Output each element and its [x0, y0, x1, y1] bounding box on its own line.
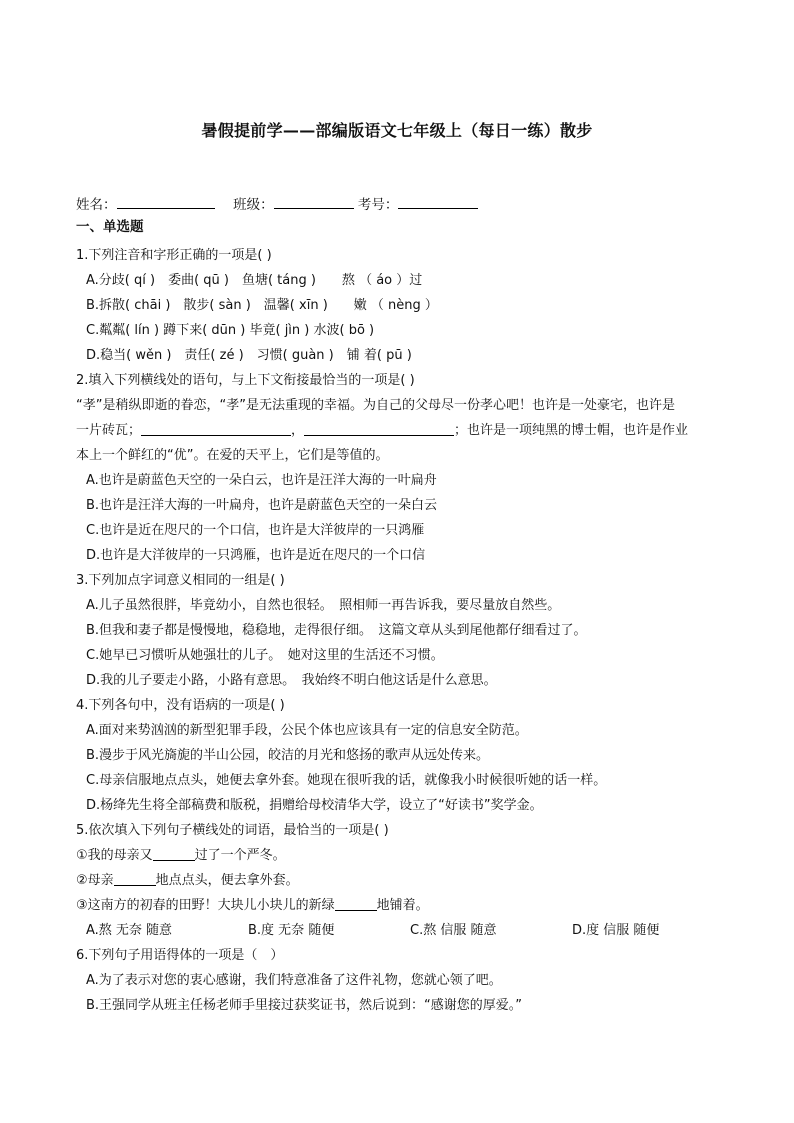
page-title: 暑假提前学——部编版语文七年级上（每日一练）散步 [201, 121, 593, 140]
student-info-line [76, 193, 478, 213]
id-label: 考号： [357, 197, 399, 213]
question-1-option-a[interactable]: A.分歧( qí ) 委曲( qū ) 鱼塘( táng ) 熬 （ áo ）过 [86, 273, 423, 288]
question-3-option-a[interactable]: A.儿子虽然很胖，毕竟幼小，自然也很轻。 照相师一再告诉我，要尽量放自然些。 [86, 598, 561, 613]
name-blank[interactable] [117, 207, 215, 209]
question-5-option-d[interactable]: D.度 信服 随便 [572, 923, 660, 938]
question-4-stem: 4.下列各句中，没有语病的一项是( ) [76, 698, 285, 713]
passage-blank-2[interactable] [304, 421, 454, 436]
questions [76, 243, 726, 1018]
class-label: 班级： [233, 197, 274, 213]
question-4-option-c[interactable]: C.母亲信服地点点头，她便去拿外套。她现在很听我的话，就像我小时候很听她的话一样。 [86, 773, 607, 788]
question-5-option-b[interactable]: B.度 无奈 随便 [248, 923, 335, 938]
question-1-option-d[interactable]: D.稳当( wěn ) 责任( zé ) 习惯( guàn ) 铺 着( pū ) [86, 348, 412, 363]
passage-blank-1[interactable] [141, 421, 291, 436]
sentence-text: ②母亲 [76, 873, 114, 888]
question-2-option-b[interactable]: B.也许是汪洋大海的一叶扁舟，也许是蔚蓝色天空的一朵白云 [86, 498, 438, 513]
passage-text: ；也许是一项纯黑的博士帽，也许是作业 [454, 423, 689, 438]
sentence-text: ③这南方的初春的田野！大块儿小块儿的新绿 [76, 898, 335, 913]
question-2-passage-line-2 [76, 418, 726, 443]
question-2-option-c[interactable]: C.也许是近在咫尺的一个口信，也许是大洋彼岸的一只鸿雁 [86, 523, 425, 538]
question-1-option-b[interactable]: B.拆散( chāi ) 散步( sàn ) 温馨( xīn ) 嫩 （ nèng ） [86, 298, 438, 313]
question-4-option-a[interactable]: A.面对来势汹汹的新型犯罪手段，公民个体也应该具有一定的信息安全防范。 [86, 723, 528, 738]
question-6-option-a[interactable]: A.为了表示对您的衷心感谢，我们特意准备了这件礼物，您就心领了吧。 [86, 973, 502, 988]
question-2-passage-line-1: “孝”是稍纵即逝的眷恋，“孝”是无法重现的幸福。为自己的父母尽一份孝心吧！也许是一处豪宅，也许是 [76, 398, 675, 413]
question-2-option-a[interactable]: A.也许是蔚蓝色天空的一朵白云，也许是汪洋大海的一叶扁舟 [86, 473, 437, 488]
question-3-option-b[interactable]: B.但我和妻子都是慢慢地，稳稳地，走得很仔细。 这篇文章从头到尾他都仔细看过了。 [86, 623, 587, 638]
sentence-text: 地点点头，便去拿外套。 [155, 873, 299, 888]
sentence-blank-2[interactable] [114, 871, 156, 886]
passage-text: 一片砖瓦； [76, 423, 142, 438]
question-4-option-d[interactable]: D.杨绛先生将全部稿费和版税，捐赠给母校清华大学，设立了“好读书”奖学金。 [86, 798, 543, 813]
sentence-blank-1[interactable] [153, 846, 195, 861]
id-blank[interactable] [398, 207, 478, 209]
question-1-stem: 1.下列注音和字形正确的一项是( ) [76, 248, 272, 263]
question-5-stem: 5.依次填入下列句子横线处的词语，最恰当的一项是( ) [76, 823, 389, 838]
question-5-option-c[interactable]: C.熬 信服 随意 [410, 923, 497, 938]
question-6-stem: 6.下列句子用语得体的一项是（ ） [76, 948, 284, 963]
question-4-option-b[interactable]: B.漫步于风光旖旎的半山公园，皎洁的月光和悠扬的歌声从远处传来。 [86, 748, 490, 763]
question-5-sentence-1 [76, 843, 726, 868]
sentence-text: 地铺着。 [376, 898, 429, 913]
name-label: 姓名： [76, 197, 117, 213]
question-2-option-d[interactable]: D.也许是大洋彼岸的一只鸿雁，也许是近在咫尺的一个口信 [86, 548, 426, 563]
question-2-stem: 2.填入下列横线处的语句，与上下文衔接最恰当的一项是( ) [76, 373, 415, 388]
sentence-text: ①我的母亲又 [76, 848, 153, 863]
question-5-sentence-2 [76, 868, 726, 893]
question-6-option-b[interactable]: B.王强同学从班主任杨老师手里接过获奖证书，然后说到：“感谢您的厚爱。” [86, 998, 523, 1013]
sentence-blank-3[interactable] [335, 896, 377, 911]
question-5-sentence-3 [76, 893, 726, 918]
passage-text: ， [291, 423, 305, 438]
question-2-passage-line-3: 本上一个鲜红的“优”。在爱的天平上，它们是等值的。 [76, 448, 389, 463]
question-3-option-c[interactable]: C.她早已习惯听从她强壮的儿子。 她对这里的生活还不习惯。 [86, 648, 444, 663]
question-5-option-a[interactable]: A.熬 无奈 随意 [86, 923, 173, 938]
question-5-options [76, 918, 726, 943]
question-3-stem: 3.下列加点字词意义相同的一组是( ) [76, 573, 285, 588]
sentence-text: 过了一个严冬。 [194, 848, 286, 863]
question-3-option-d[interactable]: D.我的儿子要走小路，小路有意思。 我始终不明白他这话是什么意思。 [86, 673, 497, 688]
question-1-option-c[interactable]: C.粼粼( lín ) 蹲下来( dūn ) 毕竟( jìn ) 水波( bō ) [86, 323, 375, 338]
class-blank[interactable] [274, 207, 354, 209]
section-heading: 一、单选题 [76, 219, 144, 235]
